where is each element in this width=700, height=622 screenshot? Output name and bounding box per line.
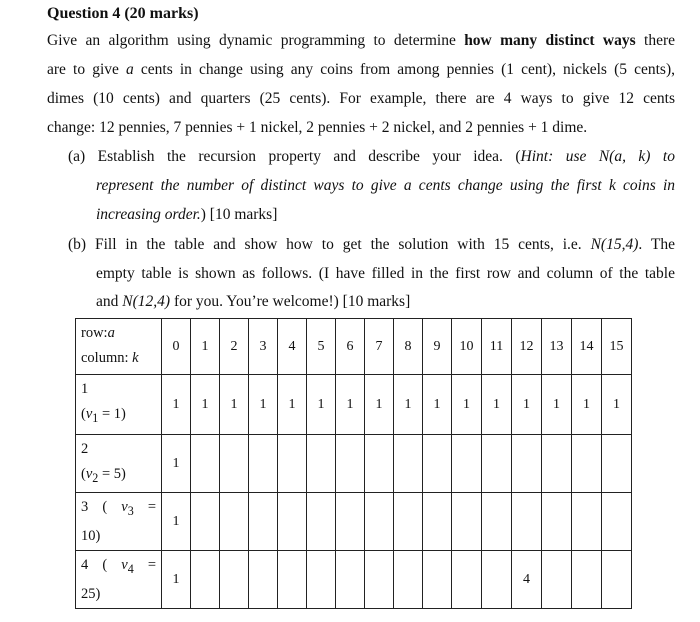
table-cell bbox=[191, 551, 220, 609]
column-header: 12 bbox=[512, 319, 542, 375]
table-cell bbox=[482, 551, 512, 609]
table-cell bbox=[452, 551, 482, 609]
math-n-a-k: N(a, k) bbox=[598, 148, 651, 165]
part-b-text: empty table is shown as follows. (I have filled in the first row and column of the table bbox=[96, 265, 675, 282]
part-a-line-3 bbox=[96, 206, 277, 224]
table-cell bbox=[482, 435, 512, 493]
coin-paren: ( bbox=[81, 406, 86, 422]
table-cell: 1 bbox=[162, 551, 191, 609]
table-cell bbox=[542, 435, 572, 493]
part-a-line-2 bbox=[96, 177, 675, 195]
column-header: 11 bbox=[482, 319, 512, 375]
table-cell bbox=[220, 551, 249, 609]
intro-line-4 bbox=[47, 119, 587, 137]
math-v: v bbox=[85, 406, 93, 422]
table-row bbox=[76, 493, 632, 551]
column-header: 5 bbox=[307, 319, 336, 375]
table-cell: 4 bbox=[512, 551, 542, 609]
table-cell bbox=[512, 493, 542, 551]
table-cell bbox=[572, 551, 602, 609]
table-cell bbox=[423, 435, 452, 493]
table-cell bbox=[249, 551, 278, 609]
part-a-text: represent the number of distinct ways to give bbox=[96, 177, 404, 194]
table-cell bbox=[423, 551, 452, 609]
table-cell: 1 bbox=[512, 375, 542, 435]
intro-text: cents in change using any coins from among pennies (1 cent), nickels (5 cents), bbox=[133, 61, 675, 78]
table-cell bbox=[249, 435, 278, 493]
coin-value: = 1) bbox=[98, 406, 126, 422]
table-cell: 1 bbox=[162, 435, 191, 493]
column-header: 6 bbox=[336, 319, 365, 375]
part-a-text: cents change using the first bbox=[411, 177, 609, 194]
table-cell bbox=[542, 551, 572, 609]
part-a-text: (a) Establish the recursion property and describe your idea. ( bbox=[68, 148, 521, 165]
table-cell bbox=[365, 435, 394, 493]
intro-line-3 bbox=[47, 90, 675, 108]
part-b-line-3 bbox=[96, 293, 410, 311]
row-k-value: 3 bbox=[81, 499, 89, 515]
row-header-k4 bbox=[76, 551, 162, 609]
table-cell bbox=[278, 551, 307, 609]
table-cell: 1 bbox=[365, 375, 394, 435]
coin-subscript: 2 bbox=[92, 470, 99, 485]
coin-value: = 5) bbox=[98, 466, 126, 482]
table-cell: 1 bbox=[162, 375, 191, 435]
part-a-text: to bbox=[650, 148, 675, 165]
table-row bbox=[76, 435, 632, 493]
table-cell bbox=[249, 493, 278, 551]
table-cell bbox=[452, 493, 482, 551]
column-header: 8 bbox=[394, 319, 423, 375]
column-header: 1 bbox=[191, 319, 220, 375]
table-cell bbox=[278, 435, 307, 493]
column-header: 0 bbox=[162, 319, 191, 375]
coin-value-continued: 25) bbox=[81, 585, 101, 602]
table-cell bbox=[482, 493, 512, 551]
table-cell: 1 bbox=[191, 375, 220, 435]
column-header: 10 bbox=[452, 319, 482, 375]
table-cell: 1 bbox=[220, 375, 249, 435]
row-k-value: 2 bbox=[81, 441, 89, 457]
part-b-line-1 bbox=[68, 236, 675, 254]
table-corner-header bbox=[76, 319, 162, 375]
table-cell: 1 bbox=[307, 375, 336, 435]
math-k: k bbox=[608, 177, 616, 194]
hint-label: Hint: bbox=[520, 148, 554, 165]
part-a-text: increasing order. bbox=[96, 206, 201, 223]
part-b-text: and bbox=[96, 293, 123, 310]
table-row bbox=[76, 551, 632, 609]
question-title: Question 4 (20 marks) bbox=[47, 5, 199, 22]
table-cell bbox=[365, 493, 394, 551]
coin-value-continued: 10) bbox=[81, 527, 101, 544]
intro-text: dimes (10 cents) and quarters (25 cents). For example, there are 4 ways to give 12 cents bbox=[47, 90, 675, 107]
table-cell bbox=[278, 493, 307, 551]
math-v: v bbox=[121, 557, 128, 573]
row-header-k2 bbox=[76, 435, 162, 493]
column-header: 3 bbox=[249, 319, 278, 375]
table-cell bbox=[336, 493, 365, 551]
math-a: a bbox=[403, 177, 412, 194]
coin-value: = bbox=[133, 557, 156, 573]
row-header-k1 bbox=[76, 375, 162, 435]
column-header: 9 bbox=[423, 319, 452, 375]
coin-subscript: 3 bbox=[127, 503, 134, 518]
table-cell: 1 bbox=[572, 375, 602, 435]
math-v: v bbox=[121, 499, 128, 515]
intro-line-2 bbox=[47, 61, 675, 79]
column-header: 2 bbox=[220, 319, 249, 375]
table-cell: 1 bbox=[162, 493, 191, 551]
part-b-text: for you. You’re welcome!) [10 marks] bbox=[170, 293, 411, 310]
coin-subscript: 4 bbox=[127, 561, 134, 576]
coin-value: = bbox=[133, 499, 156, 515]
table-cell: 1 bbox=[423, 375, 452, 435]
table-cell: 1 bbox=[602, 375, 632, 435]
table-cell bbox=[394, 551, 423, 609]
coin-paren: ( bbox=[102, 557, 108, 573]
intro-line-1 bbox=[47, 32, 675, 50]
table-cell bbox=[220, 493, 249, 551]
table-cell bbox=[394, 493, 423, 551]
column-header: 7 bbox=[365, 319, 394, 375]
table-cell bbox=[602, 551, 632, 609]
row-k-value: 4 bbox=[81, 557, 89, 573]
table-header-row bbox=[76, 319, 632, 375]
table-cell bbox=[336, 435, 365, 493]
table-cell: 1 bbox=[542, 375, 572, 435]
intro-text: change: 12 pennies, 7 pennies + 1 nickel, 2 pennies + 2 nickel, and 2 pennies + 1 dime. bbox=[47, 119, 588, 136]
table-cell bbox=[307, 493, 336, 551]
table-cell bbox=[220, 435, 249, 493]
math-n-12-4: N(12,4) bbox=[122, 293, 171, 310]
intro-text: Give an algorithm using dynamic programming to determine bbox=[47, 32, 465, 49]
table-cell bbox=[452, 435, 482, 493]
table-cell bbox=[307, 435, 336, 493]
math-a: a bbox=[107, 325, 115, 341]
part-a-marks: ) [10 marks] bbox=[200, 206, 278, 223]
part-a-text: coins in bbox=[615, 177, 676, 194]
table-cell: 1 bbox=[394, 375, 423, 435]
math-k: k bbox=[132, 350, 139, 366]
table-cell bbox=[602, 493, 632, 551]
coin-subscript: 1 bbox=[92, 410, 99, 425]
table-cell: 1 bbox=[482, 375, 512, 435]
column-header: 14 bbox=[572, 319, 602, 375]
math-v: v bbox=[85, 466, 93, 482]
coin-paren: ( bbox=[81, 466, 86, 482]
column-header: 13 bbox=[542, 319, 572, 375]
table-cell bbox=[336, 551, 365, 609]
table-cell bbox=[602, 435, 632, 493]
column-label: column: bbox=[81, 350, 133, 366]
part-a-text: use bbox=[553, 148, 599, 165]
coin-paren: ( bbox=[102, 499, 108, 515]
intro-text: are to give bbox=[47, 61, 127, 78]
intro-emphasis: how many distinct ways bbox=[464, 32, 636, 49]
table-cell bbox=[572, 493, 602, 551]
table-cell bbox=[191, 493, 220, 551]
row-k-value: 1 bbox=[81, 381, 89, 397]
table-cell: 1 bbox=[452, 375, 482, 435]
table-cell bbox=[191, 435, 220, 493]
column-header: 4 bbox=[278, 319, 307, 375]
math-a: a bbox=[126, 61, 134, 78]
row-label: row: bbox=[81, 325, 108, 341]
dp-table bbox=[75, 318, 632, 609]
table-row bbox=[76, 375, 632, 435]
table-cell: 1 bbox=[249, 375, 278, 435]
part-b-text: (b) Fill in the table and show how to get the solution with 15 cents, i.e. bbox=[68, 236, 591, 253]
math-n-15-4: N(15,4) bbox=[590, 236, 639, 253]
part-a-line-1 bbox=[68, 148, 675, 166]
table-cell: 1 bbox=[278, 375, 307, 435]
row-header-k3 bbox=[76, 493, 162, 551]
table-cell bbox=[512, 435, 542, 493]
table-cell bbox=[542, 493, 572, 551]
table-cell bbox=[365, 551, 394, 609]
table-cell bbox=[307, 551, 336, 609]
part-b-line-2 bbox=[96, 265, 675, 283]
table-cell: 1 bbox=[336, 375, 365, 435]
part-b-text: . The bbox=[638, 236, 675, 253]
intro-text: there bbox=[635, 32, 675, 49]
table-cell bbox=[394, 435, 423, 493]
table-cell bbox=[572, 435, 602, 493]
column-header: 15 bbox=[602, 319, 632, 375]
table-cell bbox=[423, 493, 452, 551]
